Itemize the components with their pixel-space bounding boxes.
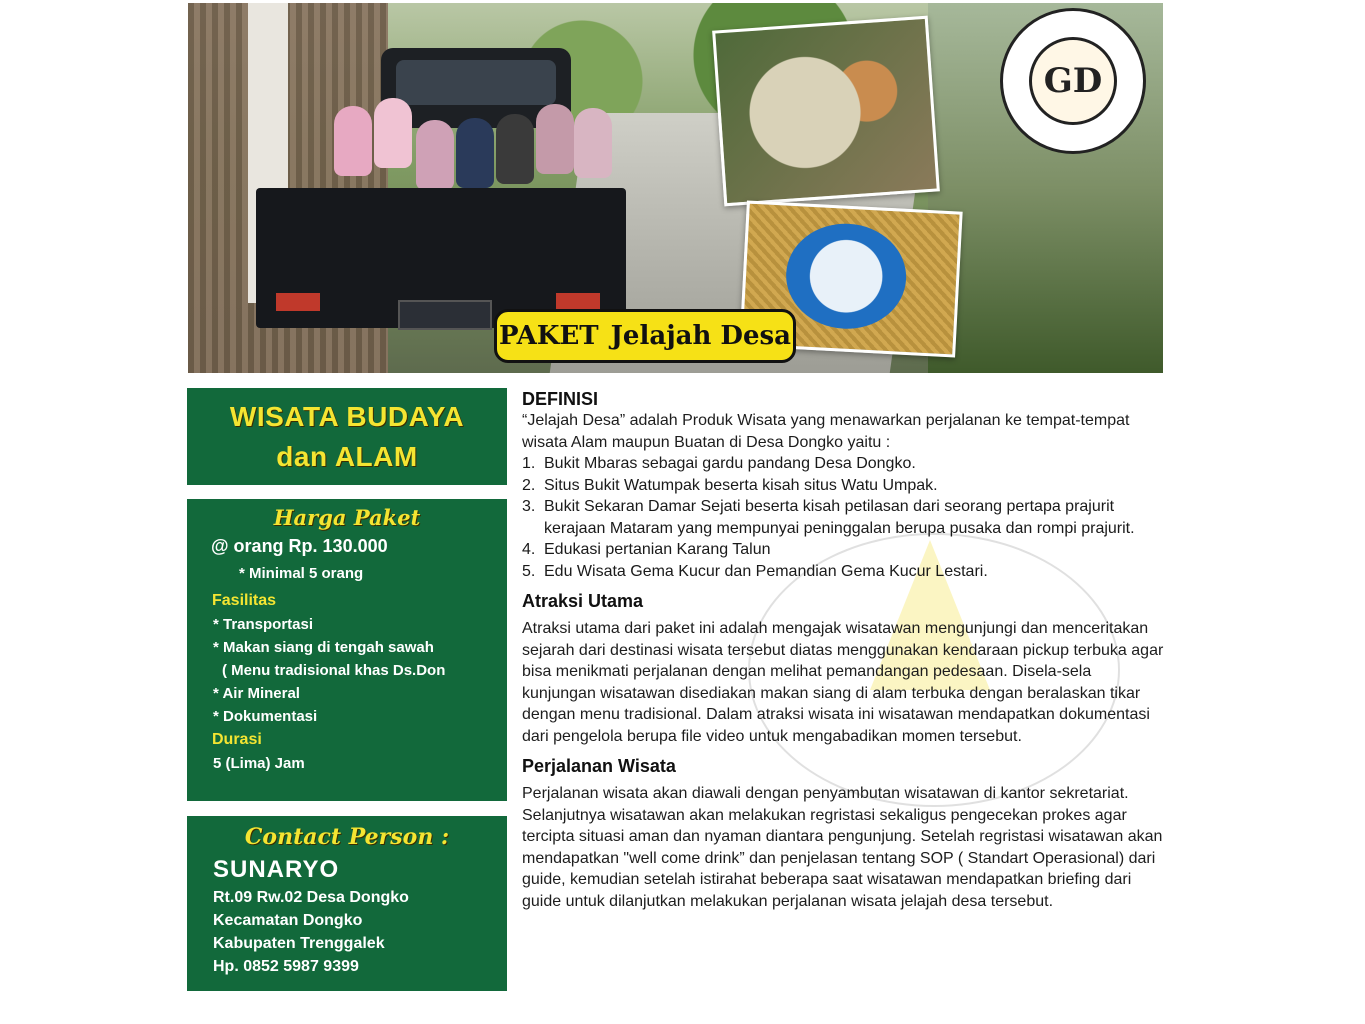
plate-icon bbox=[783, 221, 908, 332]
contact-address: Kabupaten Trenggalek bbox=[213, 935, 385, 952]
atraksi-title: Atraksi Utama bbox=[522, 591, 644, 611]
contact-heading: Contact Person : bbox=[244, 824, 450, 850]
tour-type-panel bbox=[187, 388, 507, 485]
item-text: Edukasi pertanian Karang Talun bbox=[544, 541, 771, 558]
facility-note: ( Menu tradisional khas Ds.Don bbox=[222, 662, 446, 679]
list-item bbox=[522, 561, 1167, 583]
price-panel bbox=[187, 499, 507, 801]
list-item bbox=[522, 453, 1167, 475]
facility-item: * Makan siang di tengah sawah bbox=[213, 639, 434, 656]
tour-type-line1: WISATA BUDAYA bbox=[229, 400, 465, 432]
price-value: @ orang Rp. 130.000 bbox=[211, 536, 388, 556]
passenger bbox=[496, 114, 534, 184]
description-column bbox=[522, 388, 1167, 912]
passenger bbox=[574, 108, 612, 178]
pickup-truck-photo bbox=[256, 48, 626, 338]
tour-type-line2: dan ALAM bbox=[276, 440, 418, 472]
destination-list bbox=[522, 453, 1167, 582]
facilities-heading: Fasilitas bbox=[212, 592, 277, 609]
contact-panel bbox=[187, 816, 507, 991]
facility-item: * Air Mineral bbox=[213, 685, 300, 702]
perjalanan-title: Perjalanan Wisata bbox=[522, 756, 676, 776]
passenger bbox=[374, 98, 412, 168]
atraksi-text: Atraksi utama dari paket ini adalah mengajak wisatawan mengunjungi dan menceritakan sejarah dari destinasi wisata tersebut diatas menggunakan kendaraan pickup terbuka agar bisa menikmati perjalanan dengan melihat pemandangan pedesaan. Disela-sela kunjungan wisatawan disediakan makan siang di alam terbuka dengan beralaskan tikar dengan menu tradisional. Dalam atraksi wisata ini wisatawan mendapatkan dokumentasi dari pengelola berupa file video untuk mengabadikan momen tersebut. bbox=[522, 620, 1164, 745]
package-name: Jelajah Desa bbox=[610, 321, 791, 351]
item-number: 5. bbox=[522, 562, 536, 580]
package-label: PAKET bbox=[499, 321, 599, 351]
hero-banner bbox=[188, 3, 1163, 373]
item-number: 4. bbox=[522, 541, 536, 558]
tail-light bbox=[276, 293, 320, 311]
item-number: 2. bbox=[522, 476, 536, 494]
contact-name: SUNARYO bbox=[213, 856, 340, 883]
truck-window bbox=[396, 60, 556, 105]
definisi-intro: “Jelajah Desa” adalah Produk Wisata yang menawarkan perjalanan ke tempat-tempat wisata Alam maupun Buatan di Desa Dongko yaitu : bbox=[522, 412, 1130, 451]
duration-heading: Durasi bbox=[212, 731, 262, 748]
passenger bbox=[334, 106, 372, 176]
license-plate bbox=[398, 300, 492, 330]
pokdarwis-logo bbox=[1000, 8, 1146, 154]
duration-value: 5 (Lima) Jam bbox=[213, 755, 305, 772]
package-name-badge bbox=[494, 309, 796, 363]
passenger bbox=[416, 120, 454, 190]
passenger bbox=[536, 104, 574, 174]
item-text: Edu Wisata Gema Kucur dan Pemandian Gema Kucur Lestari. bbox=[544, 562, 988, 580]
facility-item: * Dokumentasi bbox=[213, 708, 318, 725]
item-number: 1. bbox=[522, 455, 536, 472]
facility-item: * Transportasi bbox=[213, 616, 314, 633]
perjalanan-text: Perjalanan wisata akan diawali dengan penyambutan wisatawan di kantor sekretariat. Selanjutnya wisatawan akan melakukan regristasi sekaligus pengecekan prokes agar tercipta situasi aman dan nyaman diantara pengunjung. Setelah regristasi wisatawan akan mendapatkan "well come drink” dan penjelasan tentang SOP ( Standart Operasional) dari guide, kemudian setelah istirahat beberapa saat wisatawan mendapatkan briefing dari guide untuk dilanjutkan melakukan perjalanan wisata jelajah desa tersebut. bbox=[522, 785, 1163, 910]
item-text: Bukit Sekaran Damar Sejati beserta kisah petilasan dari seorang pertapa prajurit kerajaan Mataram yang mempunyai peninggalan berupa pusaka dan rompi prajurit. bbox=[544, 498, 1135, 537]
item-number: 3. bbox=[522, 498, 536, 515]
price-heading: Harga Paket bbox=[273, 505, 421, 530]
logo-mark: GD bbox=[1043, 61, 1103, 101]
list-item bbox=[522, 539, 1167, 561]
item-text: Situs Bukit Watumpak beserta kisah situs Watu Umpak. bbox=[544, 476, 938, 494]
list-item bbox=[522, 496, 1167, 539]
food-photo bbox=[712, 16, 940, 207]
minimum-participants: * Minimal 5 orang bbox=[239, 565, 364, 582]
definisi-title: DEFINISI bbox=[522, 389, 599, 409]
contact-phone: Hp. 0852 5987 9399 bbox=[213, 958, 359, 975]
logo-inner bbox=[1029, 37, 1117, 125]
list-item bbox=[522, 475, 1167, 497]
passenger bbox=[456, 118, 494, 188]
item-text: Bukit Mbaras sebagai gardu pandang Desa Dongko. bbox=[544, 455, 916, 472]
contact-address: Kecamatan Dongko bbox=[213, 912, 363, 929]
contact-address: Rt.09 Rw.02 Desa Dongko bbox=[213, 889, 409, 906]
